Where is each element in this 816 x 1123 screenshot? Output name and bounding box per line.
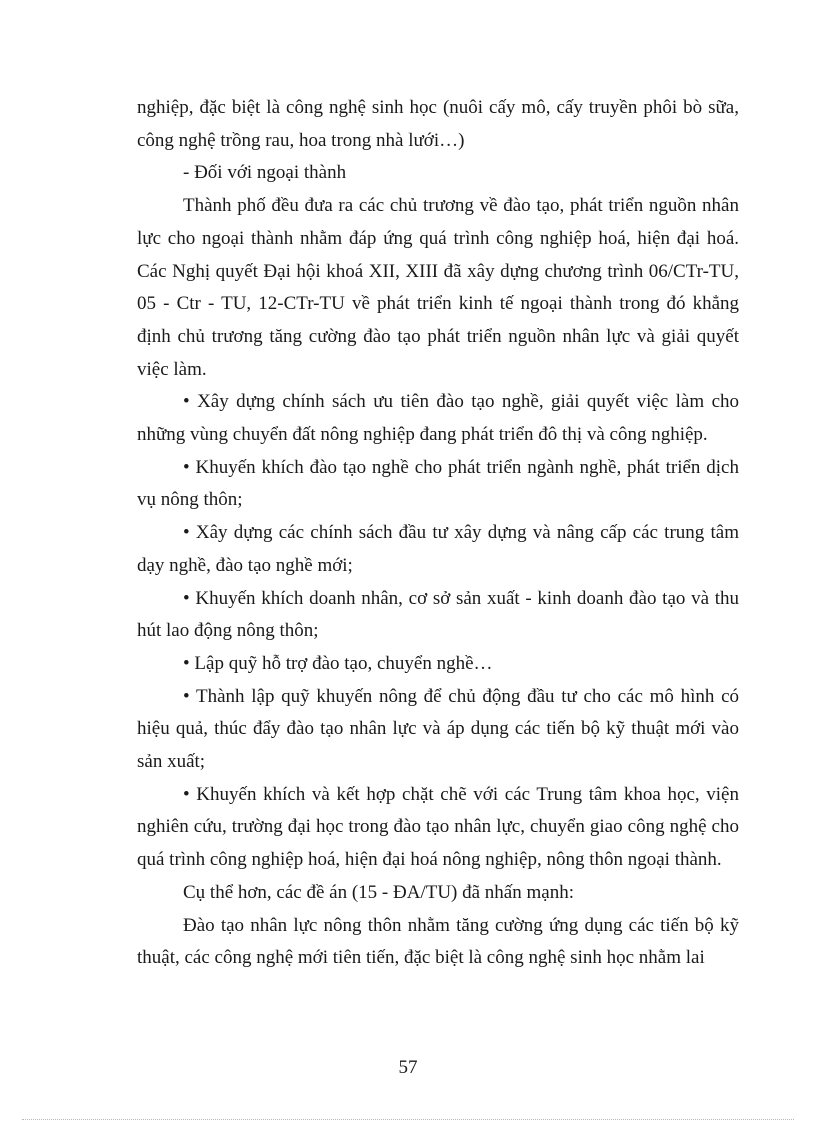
body-text: [137, 92, 739, 975]
paragraph: Thành phố đều đưa ra các chủ trương về đào tạo, phát triển nguồn nhân lực cho ngoại thành nhằm đáp ứng quá trình công nghiệp hoá, hiện đại hoá. Các Nghị quyết Đại hội khoá XII, XIII đã xây dựng chương trình 06/CTr-TU, 05 - Ctr - TU, 12-CTr-TU về phát triển kinh tế ngoại thành trong đó khẳng định chủ trương tăng cường đào tạo phát triển nguồn nhân lực và giải quyết việc làm.: [137, 195, 739, 380]
page-bottom-divider: [22, 1119, 794, 1120]
bullet-item: • Thành lập quỹ khuyến nông để chủ động đầu tư cho các mô hình có hiệu quả, thúc đẩy đào tạo nhân lực và áp dụng các tiến bộ kỹ thuật mới vào sản xuất;: [137, 685, 739, 773]
bullet-item: • Khuyến khích doanh nhân, cơ sở sản xuất - kinh doanh đào tạo và thu hút lao động nông thôn;: [137, 587, 739, 642]
bullet-item: • Khuyến khích đào tạo nghề cho phát triển ngành nghề, phát triển dịch vụ nông thôn;: [137, 456, 739, 511]
paragraph-subheading: - Đối với ngoại thành: [183, 162, 347, 184]
bullet-item: • Xây dựng chính sách ưu tiên đào tạo nghề, giải quyết việc làm cho những vùng chuyển đất nông nghiệp đang phát triển đô thị và công nghiệp.: [137, 391, 739, 446]
paragraph: Cụ thể hơn, các đề án (15 - ĐA/TU) đã nhấn mạnh:: [183, 881, 574, 903]
bullet-item: • Lập quỹ hỗ trợ đào tạo, chuyển nghề…: [183, 652, 493, 674]
paragraph-continuation: nghiệp, đặc biệt là công nghệ sinh học (nuôi cấy mô, cấy truyền phôi bò sữa, công nghệ trồng rau, hoa trong nhà lưới…): [137, 97, 739, 151]
bullet-item: • Xây dựng các chính sách đầu tư xây dựng và nâng cấp các trung tâm dạy nghề, đào tạo nghề mới;: [137, 522, 739, 576]
paragraph: Đào tạo nhân lực nông thôn nhằm tăng cường ứng dụng các tiến bộ kỹ thuật, các công nghệ mới tiên tiến, đặc biệt là công nghệ sinh học nhằm lai: [137, 914, 739, 969]
page-number: 57: [398, 1057, 418, 1078]
bullet-item: • Khuyến khích và kết hợp chặt chẽ với các Trung tâm khoa học, viện nghiên cứu, trường đại học trong đào tạo nhân lực, chuyển giao công nghệ cho quá trình công nghiệp hoá, hiện đại hoá nông nghiệp, nông thôn ngoại thành.: [137, 783, 739, 871]
